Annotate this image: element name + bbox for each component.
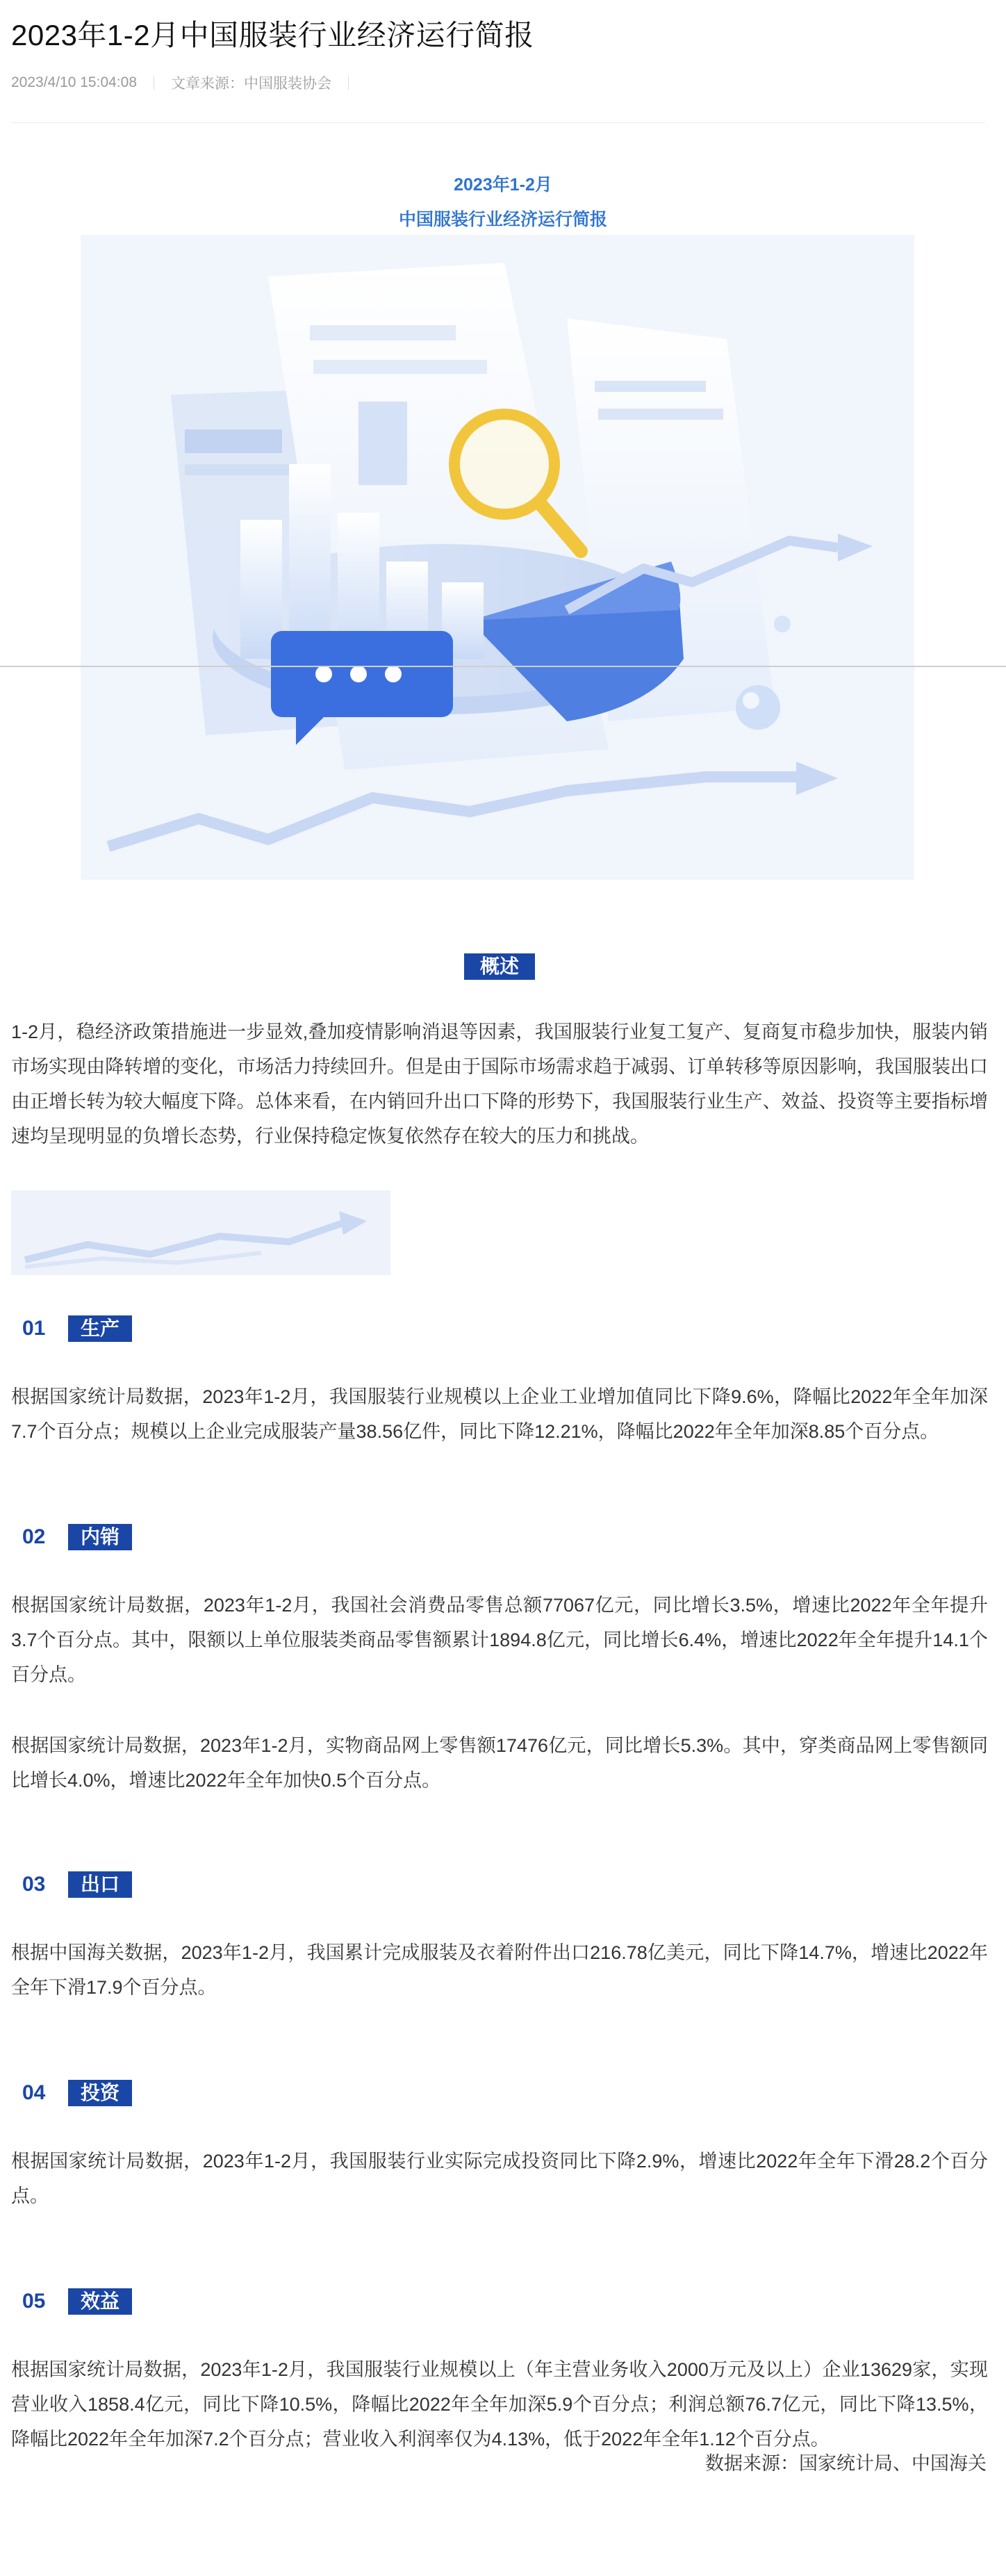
title-divider: [11, 122, 985, 123]
section-paragraph: 根据国家统计局数据，2023年1-2月，我国社会消费品零售总额77067亿元，同比增长3.5%，增速比2022年全年提升3.7个百分点。其中，限额以上单位服装类商品零售额累计1894.8亿元，同比增长6.4%，增速比2022年全年提升14.1个百分点。: [11, 1595, 988, 1685]
meta-divider: [348, 76, 349, 90]
article-meta: [11, 72, 365, 93]
data-source-note: 数据来源：国家统计局、中国海关: [705, 2453, 987, 2474]
overview-label: 概述: [464, 953, 535, 980]
publish-datetime: 2023/4/10 15:04:08: [11, 74, 138, 90]
section-number: 02: [22, 1525, 46, 1548]
section-number: 01: [22, 1317, 46, 1340]
section-title: 内销: [68, 1524, 132, 1550]
section-header-investment: [22, 2080, 132, 2106]
section-header-production: [22, 1315, 132, 1342]
article-title: 2023年1-2月中国服装行业经济运行简报: [11, 19, 534, 51]
section-number: 03: [22, 1873, 46, 1896]
horizontal-divider: [0, 666, 1006, 667]
section-paragraph: 根据国家统计局数据，2023年1-2月，我国服装行业规模以上（年主营业务收入2000万元及以上）企业13629家，实现营业收入1858.4亿元，同比下降10.5%，降幅比2022年全年加深5.9个百分点；利润总额76.7亿元，同比下降13.5%，降幅比2022年全年加深7.2个百分点；营业收入利润率仅为4.13%，低于2022年全年1.12个百分点。: [11, 2359, 988, 2450]
section-number: 05: [22, 2290, 46, 2313]
article-source: 文章来源：中国服装协会: [171, 76, 332, 92]
overview-paragraph: 1-2月，稳经济政策措施进一步显效,叠加疫情影响消退等因素，我国服装行业复工复产、复商复市稳步加快，服装内销市场实现由降转增的变化，市场活力持续回升。但是由于国际市场需求趋于减弱、订单转移等原因影响，我国服装出口由正增长转为较大幅度下降。总体来看，在内销回升出口下降的形势下，我国服装行业生产、效益、投资等主要指标增速均呈现明显的负增长态势，行业保持稳定恢复依然存在较大的压力和挑战。: [11, 1022, 988, 1147]
section-paragraph: 根据中国海关数据，2023年1-2月，我国累计完成服装及衣着附件出口216.78亿美元，同比下降14.7%，增速比2022年全年下滑17.9个百分点。: [11, 1942, 988, 1998]
section-paragraph: 根据国家统计局数据，2023年1-2月，实物商品网上零售额17476亿元，同比增长5.3%。其中，穿类商品网上零售额同比增长4.0%，增速比2022年全年加快0.5个百分点。: [11, 1735, 988, 1791]
trend-arrow-lower: [108, 762, 838, 846]
section-title: 投资: [68, 2080, 132, 2106]
section-number: 04: [22, 2081, 46, 2104]
section-header-domestic-sales: [22, 1524, 132, 1550]
section-paragraph: 根据国家统计局数据，2023年1-2月，我国服装行业规模以上企业工业增加值同比下降9.6%，降幅比2022年全年加深7.7个百分点；规模以上企业完成服装产量38.56亿件，同比下降12.21%，降幅比2022年全年加深8.85个百分点。: [11, 1386, 988, 1442]
hero-illustration: [81, 235, 914, 880]
document-subtitle-title: 中国服装行业经济运行简报: [398, 210, 607, 229]
section-header-export: [22, 1871, 132, 1898]
section-paragraph: 根据国家统计局数据，2023年1-2月，我国服装行业实际完成投资同比下降2.9%，增速比2022年全年下滑28.2个百分点。: [11, 2151, 988, 2206]
document-subtitle-date: 2023年1-2月: [454, 175, 552, 195]
section-title: 生产: [68, 1315, 132, 1342]
section-title: 效益: [68, 2288, 132, 2315]
section-title: 出口: [68, 1871, 132, 1898]
arrow-banner-decoration: [11, 1190, 390, 1275]
section-header-profitability: [22, 2288, 132, 2315]
